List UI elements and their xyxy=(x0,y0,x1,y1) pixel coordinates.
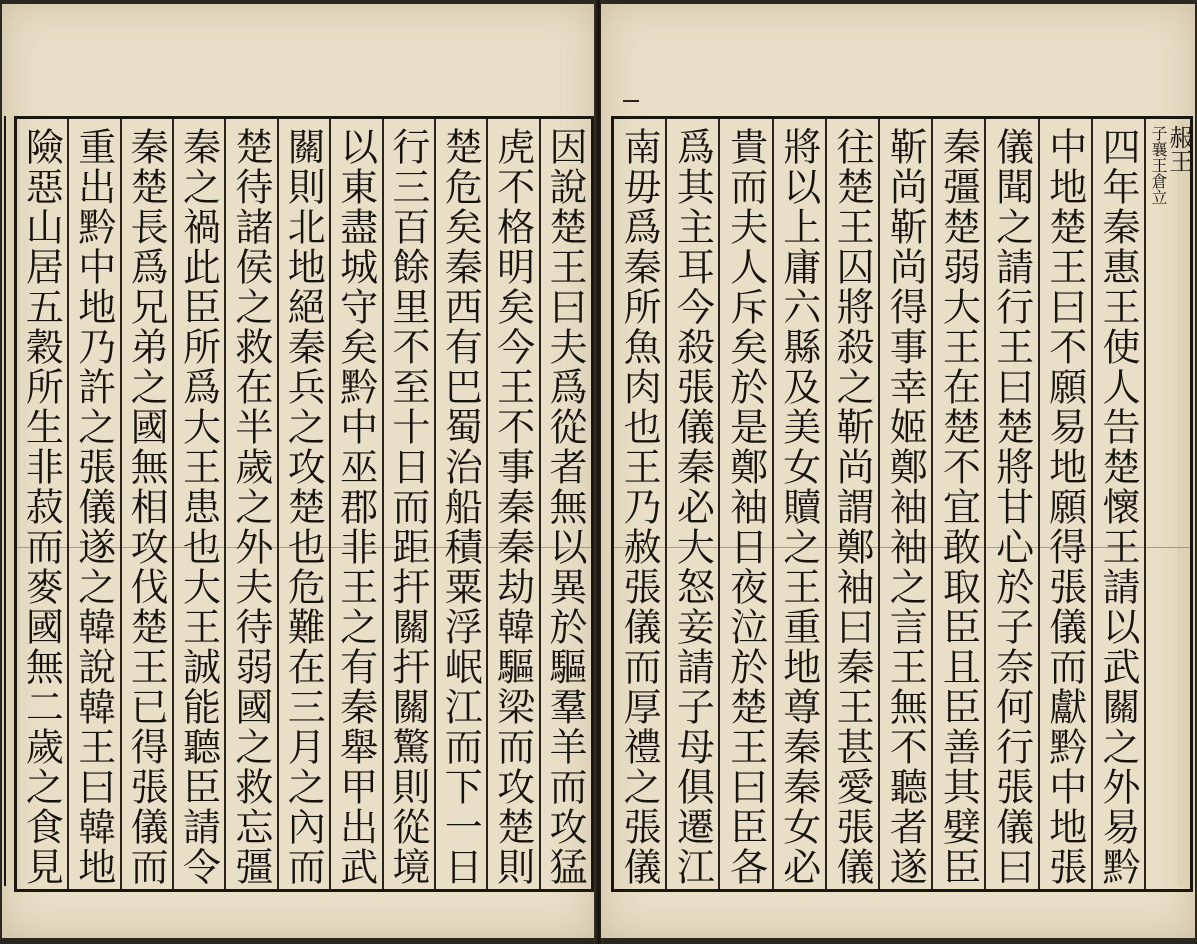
right-text-frame xyxy=(611,116,1193,892)
text-column: 楚危矣秦西有巴蜀治船積粟浮岷江而下一日 xyxy=(434,119,486,889)
left-columns xyxy=(17,119,591,889)
text-column: 楚待諸侯之救在半歲之外夫待弱國之救忘彊 xyxy=(224,119,276,889)
right-columns xyxy=(614,119,1193,889)
text-column: 秦楚長爲兄弟之國無相攻伐楚王已得張儀而 xyxy=(120,119,172,889)
text-column: 因說楚王曰夫爲從者無以異於驅羣羊而攻猛 xyxy=(539,119,591,889)
right-page xyxy=(601,4,1195,938)
top-mark xyxy=(623,100,639,102)
text-column: 往楚王囚將殺之靳尚謂鄭袖曰秦王甚愛張儀 xyxy=(825,119,878,889)
text-column: 四年秦惠王使人告楚懷王請以武關之外易黔 xyxy=(1091,119,1144,889)
text-column: 貴而夫人斥矣於是鄭袖日夜泣於楚王曰臣各 xyxy=(718,119,771,889)
text-column: 儀聞之請行王曰楚將甘心於子奈何行張儀曰 xyxy=(984,119,1037,889)
header-title: 赧王 xyxy=(1165,125,1193,173)
header-subtitle: 子襄王倉立 xyxy=(1149,125,1168,205)
text-column: 虎不格明矣今王不事秦秦劫韓驅梁而攻楚則 xyxy=(486,119,538,889)
text-column: 中地楚王曰不願易地願得張儀而獻黔中地張 xyxy=(1038,119,1091,889)
left-page xyxy=(2,4,596,938)
text-column: 秦之禍此臣所爲大王患也大王誠能聽臣請令 xyxy=(172,119,224,889)
text-column: 險惡山居五穀所生非菽而麥國無二歲之食見 xyxy=(19,127,64,887)
text-column: 以東盡城守矣黔中巫郡非王之有秦舉甲出武 xyxy=(329,119,381,889)
text-column: 將以上庸六縣及美女贖之王重地尊秦秦女必 xyxy=(772,119,825,889)
chapter-header xyxy=(1144,119,1193,889)
text-column: 爲其主耳今殺張儀秦必大怒妾請子母俱遷江 xyxy=(665,119,718,889)
text-column: 關則北地絕秦兵之攻楚也危難在三月之內而 xyxy=(277,119,329,889)
text-column: 重出黔中地乃許之張儀遂之韓說韓王曰韓地 xyxy=(67,119,119,889)
text-column: 秦彊楚弱大王在楚不宜敢取臣且臣善其嬖臣 xyxy=(931,119,984,889)
left-text-frame xyxy=(14,116,594,892)
text-column: 行三百餘里不至十日而距扞關扞關驚則從境 xyxy=(382,119,434,889)
text-column: 靳尚靳尚得事幸姬鄭袖袖之言王無不聽者遂 xyxy=(878,119,931,889)
text-column: 南毋爲秦所魚肉也王乃赦張儀而厚禮之張儀 xyxy=(617,127,662,887)
